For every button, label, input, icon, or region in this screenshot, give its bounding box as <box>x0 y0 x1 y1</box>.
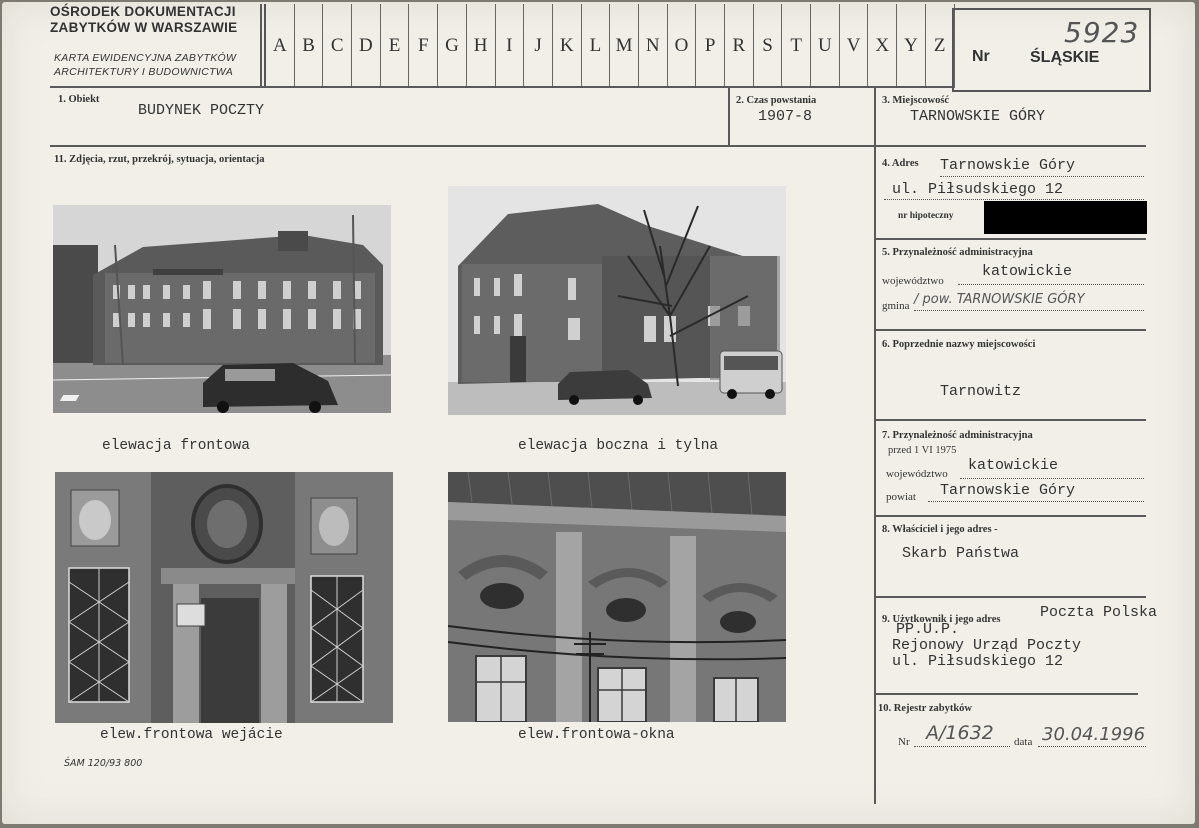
index-letter-b: B <box>295 4 324 88</box>
index-letter-f: F <box>409 4 438 88</box>
rule-6 <box>876 329 1146 331</box>
caption-front-elevation: elewacja frontowa <box>102 438 250 454</box>
index-letter-c: C <box>323 4 352 88</box>
photo-front-elevation <box>53 205 391 413</box>
row1-rule <box>50 145 1146 147</box>
index-letter-d: D <box>352 4 381 88</box>
index-letter-p: P <box>696 4 725 88</box>
admin1975-label-1: 7. Przynależność administracyjna <box>882 430 1033 441</box>
voivodeship-dots <box>958 284 1144 285</box>
index-letter-i: I <box>496 4 525 88</box>
header-divider <box>260 4 262 88</box>
organization-name <box>50 4 237 36</box>
address-label: 4. Adres <box>882 158 919 169</box>
index-letter-g: G <box>438 4 467 88</box>
address-line-2: ul. Piłsudskiego 12 <box>892 181 1064 198</box>
voivodeship1975-label: województwo <box>886 468 948 480</box>
commune-label: gmina <box>882 300 910 312</box>
district-dots <box>928 501 1144 502</box>
index-letter-m: M <box>610 4 639 88</box>
entrance-image <box>55 472 393 723</box>
voivodeship1975-dots <box>960 478 1144 479</box>
date-value: 1907-8 <box>758 108 813 125</box>
index-letter-l: L <box>582 4 611 88</box>
locality-label: 3. Miejscowość <box>882 95 950 106</box>
org-line-1: OŚRODEK DOKUMENTACJI <box>50 4 236 19</box>
rule-5 <box>876 238 1146 240</box>
register-nr-dots <box>914 746 1010 747</box>
register-date-label: data <box>1014 736 1033 748</box>
address-line-1: Tarnowskie Góry <box>940 157 1076 174</box>
divider-date <box>728 88 730 146</box>
district-value: Tarnowskie Góry <box>940 482 1076 499</box>
card-type-line-2: ARCHITEKTURY I BUDOWNICTWA <box>54 66 234 78</box>
index-letter-a: A <box>266 4 295 88</box>
register-date-value: 30.04.1996 <box>1042 724 1146 745</box>
mortgage-label: nr hipoteczny <box>898 211 954 221</box>
index-letter-r: R <box>725 4 754 88</box>
register-number: 5923 <box>1064 16 1140 49</box>
photos-label: 11. Zdjęcia, rzut, przekrój, sytuacja, orientacja <box>54 154 265 165</box>
photo-front-entrance <box>55 472 393 723</box>
register-number-box <box>952 8 1151 92</box>
admin1975-label-2: przed 1 VI 1975 <box>888 445 957 456</box>
voivodeship-label: województwo <box>882 275 944 287</box>
index-letter-k: K <box>553 4 582 88</box>
previous-names-value: Tarnowitz <box>940 383 1022 400</box>
index-letter-x: X <box>868 4 897 88</box>
voivodeship-value: katowickie <box>982 263 1073 280</box>
card-type <box>54 51 236 79</box>
index-letter-h: H <box>467 4 496 88</box>
caption-side-elevation: elewacja boczna i tylna <box>518 438 719 454</box>
index-letter-u: U <box>811 4 840 88</box>
card-type-line-1: KARTA EWIDENCYJNA ZABYTKÓW <box>54 52 237 64</box>
register-date-dots <box>1038 746 1146 747</box>
index-letter-v: V <box>840 4 869 88</box>
previous-names-label: 6. Poprzednie nazwy miejscowości <box>882 339 1036 350</box>
commune-dots <box>914 310 1144 311</box>
user-line-3: ul. Piłsudskiego 12 <box>892 653 1064 670</box>
main-vertical-divider <box>874 88 876 804</box>
building-front-image <box>53 205 391 413</box>
sam-code: ŚAM 120/93 800 <box>64 758 143 769</box>
caption-front-entrance: elew.frontowa wejácie <box>100 727 283 743</box>
owner-value: Skarb Państwa <box>902 545 1020 562</box>
address-dots-2 <box>884 199 1144 200</box>
user-line-1: PP.U.P. <box>896 621 960 638</box>
owner-label: 8. Właściciel i jego adres - <box>882 524 998 535</box>
commune-value: / pow. TARNOWSKIE GÓRY <box>914 292 1085 307</box>
rule-9 <box>876 596 1146 598</box>
index-letter-j: J <box>524 4 553 88</box>
district-label: powiat <box>886 491 916 503</box>
index-letters <box>264 4 955 88</box>
register-number-label: Nr <box>972 48 990 65</box>
photo-side-elevation <box>448 186 786 415</box>
index-letter-t: T <box>782 4 811 88</box>
org-line-2: ZABYTKÓW W WARSZAWIE <box>50 20 238 35</box>
date-label: 2. Czas powstania <box>736 95 817 106</box>
building-side-image <box>448 186 786 415</box>
windows-image <box>448 472 786 722</box>
region-name: ŚLĄSKIE <box>1030 49 1100 66</box>
voivodeship1975-value: katowickie <box>968 457 1059 474</box>
caption-front-windows: elew.frontowa-okna <box>518 727 675 743</box>
user-label: 9. Użytkownik i jego adres <box>882 614 1001 625</box>
header-rule <box>50 86 952 88</box>
record-card <box>2 2 1195 824</box>
index-letter-o: O <box>668 4 697 88</box>
locality-value: TARNOWSKIE GÓRY <box>910 108 1046 125</box>
index-letter-y: Y <box>897 4 926 88</box>
rule-10 <box>876 693 1138 695</box>
rule-8 <box>876 515 1146 517</box>
register-label: 10. Rejestr zabytków <box>878 703 972 714</box>
object-label: 1. Obiekt <box>58 94 100 105</box>
register-nr-value: A/1632 <box>926 722 994 744</box>
admin-label: 5. Przynależność administracyjna <box>882 247 1033 258</box>
address-dots-1 <box>940 176 1144 177</box>
user-line-2: Rejonowy Urząd Poczty <box>892 637 1082 654</box>
register-nr-label: Nr <box>898 736 910 748</box>
index-letter-e: E <box>381 4 410 88</box>
index-letter-n: N <box>639 4 668 88</box>
user-line-0: Poczta Polska <box>1040 604 1158 621</box>
photo-front-windows <box>448 472 786 722</box>
rule-7 <box>876 419 1146 421</box>
index-letter-z: Z <box>926 4 955 88</box>
index-letter-s: S <box>754 4 783 88</box>
redaction-block <box>984 201 1147 234</box>
object-value: BUDYNEK POCZTY <box>138 102 265 119</box>
